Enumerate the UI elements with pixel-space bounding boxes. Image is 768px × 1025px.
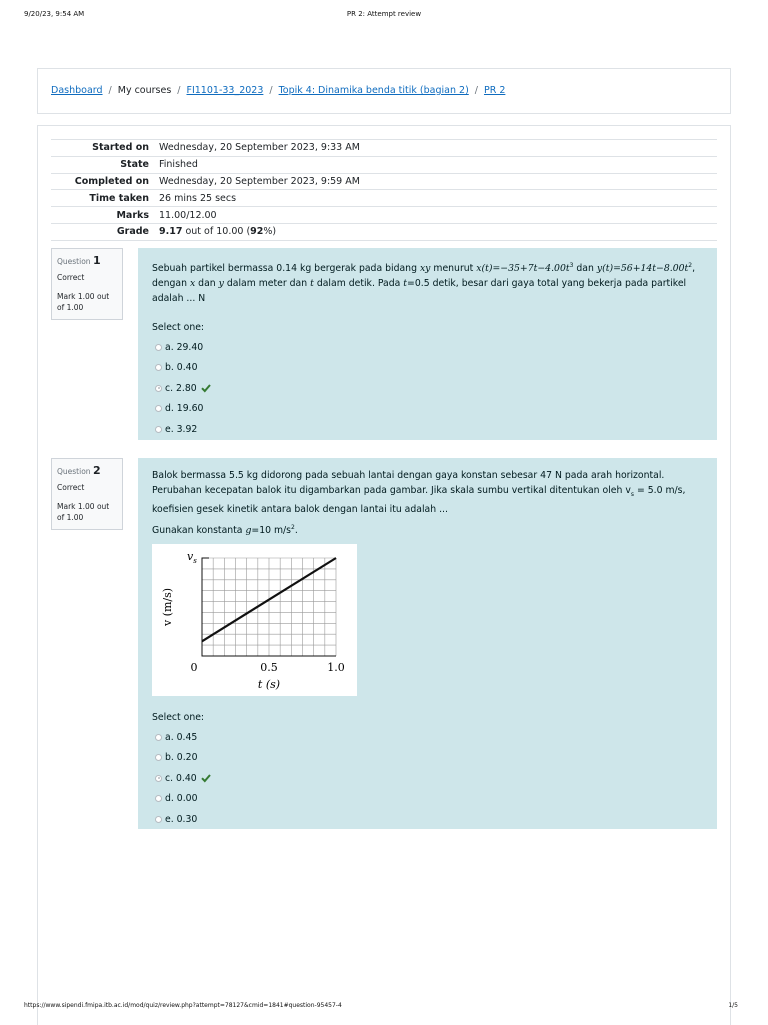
select-one-label: Select one: xyxy=(152,711,205,723)
radio-button[interactable] xyxy=(155,734,162,741)
option-label: b. 0.40 xyxy=(165,362,198,374)
summary-row-marks xyxy=(51,207,717,224)
print-footer xyxy=(0,1002,768,1014)
x-tick-label: 0.5 xyxy=(260,660,278,674)
question-1-text: Sebuah partikel bermassa 0.14 kg bergerak pada bidang xy menurut $x(t)=-35+7t-4.00t^3$ dan $y(t)=56+14t-8.00t^2$, dengan x dan y dalam meter dan t dalam detik. Pada t=0.5 detik, besar dari gaya total yang bekerja pada partikel adalah ... N xyxy=(152,262,696,305)
question-mark: Mark 1.00 out of 1.00 xyxy=(57,292,110,312)
option-label: e. 0.30 xyxy=(165,813,198,825)
summary-row-started xyxy=(51,140,717,157)
question-number-value: 2 xyxy=(92,464,101,477)
breadcrumb-dashboard[interactable]: Dashboard xyxy=(51,85,103,96)
question-number-value: 1 xyxy=(92,254,101,267)
answer-option-c[interactable] xyxy=(152,768,703,789)
breadcrumb-container xyxy=(37,68,731,114)
radio-button-selected[interactable] xyxy=(155,385,162,392)
option-label: a. 0.45 xyxy=(165,731,198,743)
summary-label: State xyxy=(51,156,159,173)
question-state: Correct xyxy=(57,273,85,282)
radio-button[interactable] xyxy=(155,364,162,371)
summary-label: Marks xyxy=(51,207,159,224)
option-label: d. 0.00 xyxy=(165,793,198,805)
x-tick-label: 0 xyxy=(190,660,198,674)
velocity-time-graph xyxy=(152,544,357,696)
radio-button[interactable] xyxy=(155,405,162,412)
grade-value: 9.17 xyxy=(159,226,183,238)
print-header xyxy=(0,10,768,22)
summary-label: Time taken xyxy=(51,190,159,207)
question-mark: Mark 1.00 out of 1.00 xyxy=(57,502,110,522)
question-label: Question xyxy=(57,257,91,266)
breadcrumb-separator: / xyxy=(177,85,181,96)
radio-button-selected[interactable] xyxy=(155,775,162,782)
summary-value: 11.00/12.00 xyxy=(159,207,717,224)
option-label: c. 2.80 xyxy=(165,382,197,394)
y-axis-label: v (m/s) xyxy=(161,587,174,626)
print-title: PR 2: Attempt review xyxy=(346,10,422,18)
grade-mid: out of 10.00 ( xyxy=(182,226,251,238)
option-label: e. 3.92 xyxy=(165,423,198,435)
answer-option-c[interactable] xyxy=(152,378,703,399)
breadcrumb-separator: / xyxy=(108,85,112,96)
summary-value: Wednesday, 20 September 2023, 9:33 AM xyxy=(159,140,717,157)
correct-check-icon xyxy=(201,383,211,393)
summary-value: 26 mins 25 secs xyxy=(159,190,717,207)
summary-row-completed xyxy=(51,173,717,190)
y-top-label: $v_s$ xyxy=(187,549,197,565)
question-number xyxy=(57,464,117,477)
question-1-content xyxy=(138,248,717,440)
grade-end: %) xyxy=(263,226,277,238)
breadcrumb-separator: / xyxy=(269,85,273,96)
summary-value: Wednesday, 20 September 2023, 9:59 AM xyxy=(159,173,717,190)
summary-row-state xyxy=(51,156,717,173)
velocity-time-chart xyxy=(152,544,357,696)
breadcrumb-my-courses: My courses xyxy=(117,85,172,96)
attempt-summary-table xyxy=(51,139,717,241)
print-datetime: 9/20/23, 9:54 AM xyxy=(24,10,85,18)
question-2-constant: Gunakan konstanta g=10 $m/s^2$. xyxy=(152,523,298,536)
summary-label: Completed on xyxy=(51,173,159,190)
answer-option-a[interactable] xyxy=(152,337,703,358)
option-label: c. 0.40 xyxy=(165,772,197,784)
question-number xyxy=(57,254,117,267)
summary-value: Finished xyxy=(159,156,717,173)
question-1-info xyxy=(51,248,123,320)
summary-value xyxy=(159,223,717,240)
question-label: Question xyxy=(57,467,91,476)
breadcrumb xyxy=(51,85,505,96)
answer-option-d[interactable] xyxy=(152,788,703,809)
answer-option-e[interactable] xyxy=(152,809,703,830)
question-2-info xyxy=(51,458,123,530)
summary-row-time-taken xyxy=(51,190,717,207)
summary-label: Started on xyxy=(51,140,159,157)
summary-label: Grade xyxy=(51,223,159,240)
option-label: a. 29.40 xyxy=(165,341,204,353)
answer-option-a[interactable] xyxy=(152,727,703,748)
breadcrumb-topic[interactable]: Topik 4: Dinamika benda titik (bagian 2) xyxy=(278,85,469,96)
print-url: https://www.sipendi.fmipa.itb.ac.id/mod/quiz/review.php?attempt=78127&cmid=1841#question-95457-4 xyxy=(24,1002,342,1009)
chart-grid xyxy=(202,558,336,656)
breadcrumb-course[interactable]: FI1101-33_2023 xyxy=(186,85,264,96)
answer-option-e[interactable] xyxy=(152,419,703,440)
answer-option-d[interactable] xyxy=(152,399,703,420)
breadcrumb-separator: / xyxy=(474,85,478,96)
x-axis-label: t (s) xyxy=(257,677,281,691)
radio-button[interactable] xyxy=(155,344,162,351)
print-page-number: 1/5 xyxy=(728,1002,738,1009)
breadcrumb-pr2[interactable]: PR 2 xyxy=(483,85,506,96)
radio-button[interactable] xyxy=(155,426,162,433)
radio-button[interactable] xyxy=(155,754,162,761)
option-label: b. 0.20 xyxy=(165,752,198,764)
question-state: Correct xyxy=(57,483,85,492)
grade-percent: 92 xyxy=(250,226,264,238)
answer-option-b[interactable] xyxy=(152,358,703,379)
question-2-content xyxy=(138,458,717,829)
answer-option-b[interactable] xyxy=(152,747,703,768)
option-label: d. 19.60 xyxy=(165,403,204,415)
radio-button[interactable] xyxy=(155,795,162,802)
correct-check-icon xyxy=(201,773,211,783)
radio-button[interactable] xyxy=(155,816,162,823)
question-2-text: Balok bermassa 5.5 kg didorong pada sebuah lantai dengan gaya konstan sebesar 47 N pada arah horizontal. Perubahan kecepatan balok itu digambarkan pada gambar. Jika skala sumbu vertikal ditentukan oleh $v_s = 5.0$ m/s, koefisien gesek kinetik antara balok dengan lantai itu adalah ... xyxy=(152,470,686,515)
summary-row-grade xyxy=(51,223,717,240)
select-one-label: Select one: xyxy=(152,322,205,334)
x-tick-label: 1.0 xyxy=(327,660,345,674)
